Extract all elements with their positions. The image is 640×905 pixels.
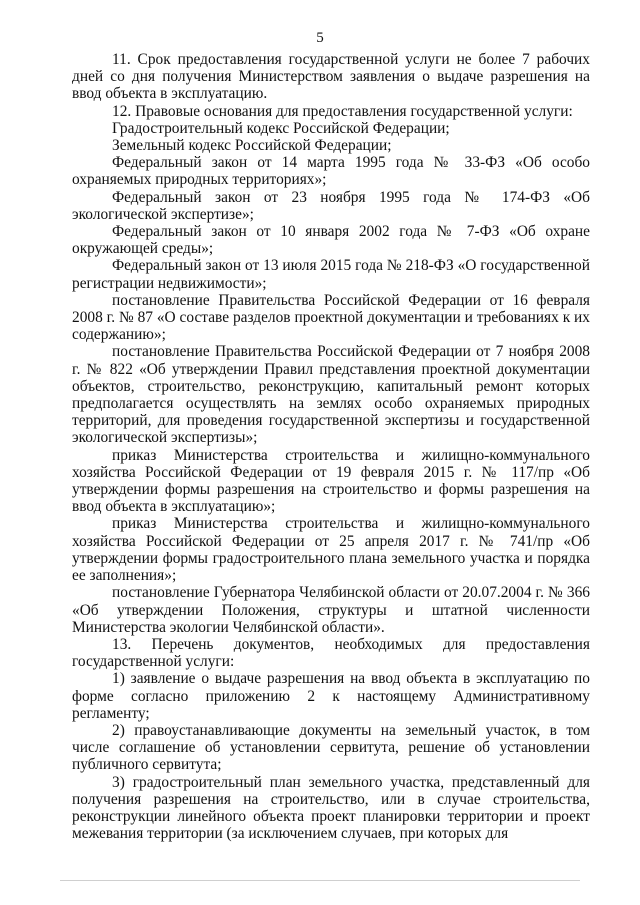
paragraph-doc-1-application: 1) заявление о выдаче разрешения на ввод объекта в эксплуатацию по форме согласно приложению 2 к настоящему Административному регламенту; [72, 670, 590, 722]
paragraph-resolution-822: постановление Правительства Российской Федерации от 7 ноября 2008 г. № 822 «Об утверждении Правил представления проектной документации объектов, строительство, реконструкцию, капитальный ремонт которых предполагается осуществлять на землях особо охраняемых природных территорий, для проведения государственной экспертизы и государственной экологической экспертизы»; [72, 343, 590, 447]
paragraph-law-33fz: Федеральный закон от 14 марта 1995 года № 33-ФЗ «Об особо охраняемых природных территориях»; [72, 154, 590, 189]
paragraph-doc-2-title-documents: 2) правоустанавливающие документы на земельный участок, в том числе соглашение об установлении сервитута, решение об установлении публичного сервитута; [72, 721, 590, 774]
document-body [72, 51, 590, 842]
page-number: 5 [316, 30, 324, 46]
scan-edge-line [60, 880, 580, 881]
paragraph-urban-planning-code: Градостроительный кодекс Российской Федерации; [112, 119, 450, 137]
paragraph-law-7fz: Федеральный закон от 10 января 2002 года № 7-ФЗ «Об охране окружающей среды»; [72, 223, 590, 258]
paragraph-land-code: Земельный кодекс Российской Федерации; [112, 137, 392, 155]
paragraph-item-13-documents: 13. Перечень документов, необходимых для предоставления государственной услуги: [72, 635, 590, 671]
paragraph-item-11-term: 11. Срок предоставления государственной услуги не более 7 рабочих дней со дня получения Министерством заявления о выдаче разрешения на ввод объекта в эксплуатацию. [72, 51, 590, 103]
paragraph-law-218fz: Федеральный закон от 13 июля 2015 года № 218-ФЗ «О государственной регистрации недвижимости»; [72, 257, 590, 292]
paragraph-order-741pr: приказ Министерства строительства и жилищно-коммунального хозяйства Российской Федерации от 25 апреля 2017 г. № 741/пр «Об утверждении формы градостроительного плана земельного участка и порядка ее заполнения»; [72, 515, 590, 585]
paragraph-doc-3-urban-plan: 3) градостроительный план земельного участка, представленный для получения разрешения на строительство, или в случае строительства, реконструкции линейного объекта проект планировки территории и проект межевания территории (за исключением случаев, при которых для [72, 773, 590, 843]
paragraph-governor-resolution-366: постановление Губернатора Челябинской области от 20.07.2004 г. № 366 «Об утверждении Положения, структуры и штатной численности Министерства экологии Челябинской области». [72, 584, 590, 636]
paragraph-order-117pr: приказ Министерства строительства и жилищно-коммунального хозяйства Российской Федерации от 19 февраля 2015 г. № 117/пр «Об утверждении формы разрешения на строительство и формы разрешения на ввод объекта в эксплуатацию»; [72, 446, 590, 516]
paragraph-resolution-87: постановление Правительства Российской Федерации от 16 февраля 2008 г. № 87 «О составе разделов проектной документации и требованиях к их содержанию»; [72, 291, 590, 344]
paragraph-law-174fz: Федеральный закон от 23 ноября 1995 года № 174-ФЗ «Об экологической экспертизе»; [72, 188, 590, 223]
paragraph-item-12-legal-basis: 12. Правовые основания для предоставления государственной услуги: [112, 102, 573, 120]
